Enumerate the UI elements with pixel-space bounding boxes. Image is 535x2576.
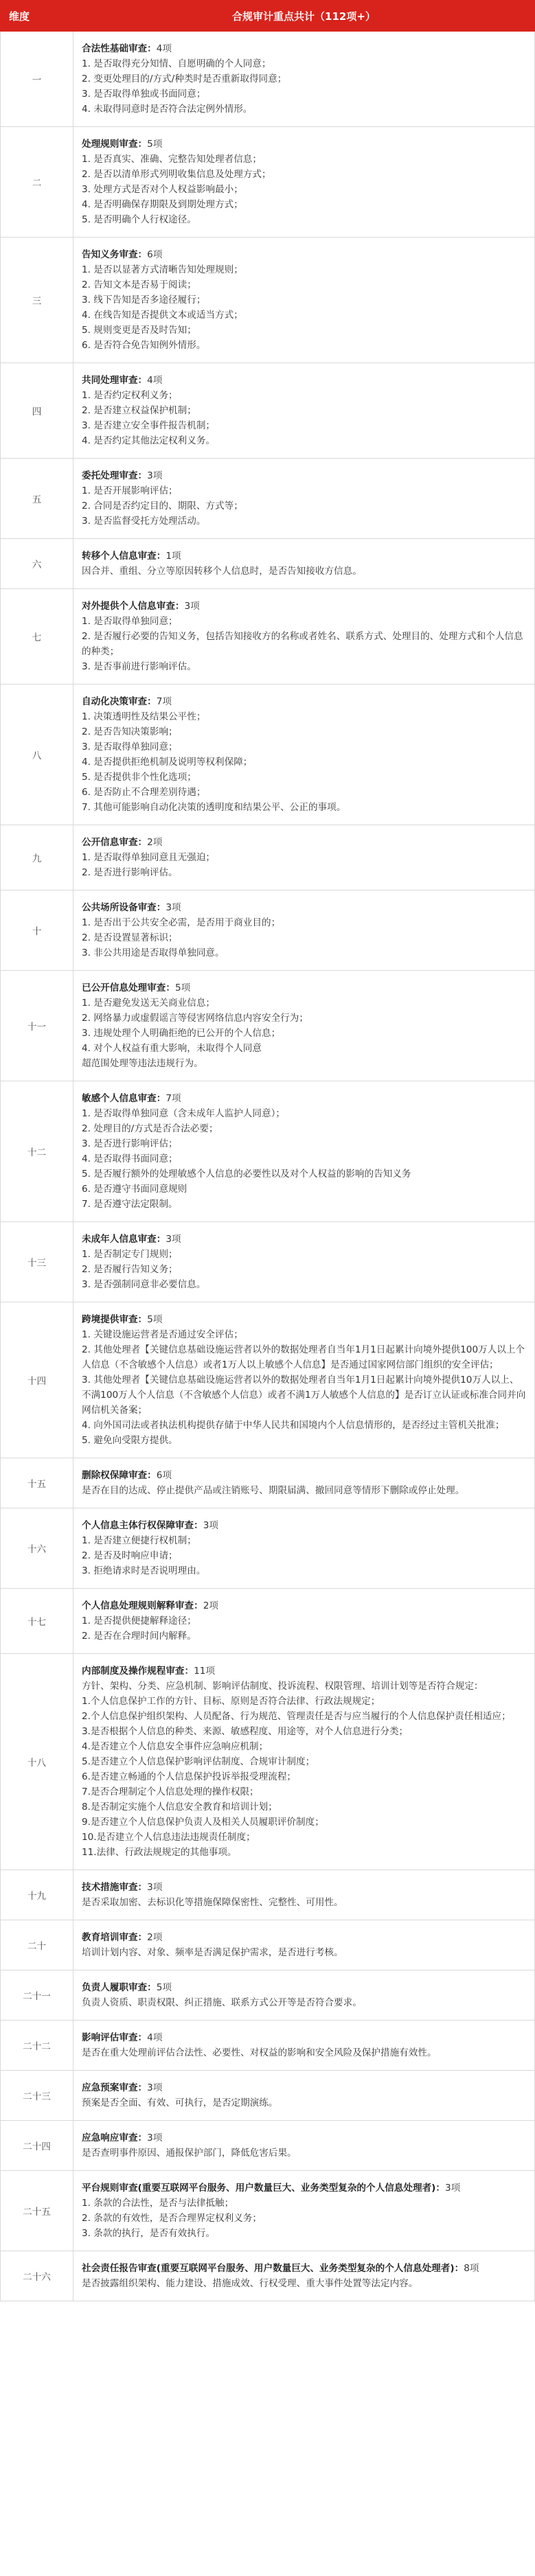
header-audit-focus: 合规审计重点共计（112项+）	[73, 1, 535, 32]
item-line: 2. 是否设置显著标识；	[82, 932, 178, 943]
dimension-cell: 二	[1, 127, 73, 238]
table-row	[1, 1970, 535, 2021]
item-title: 跨境提供审查：	[82, 1314, 148, 1325]
item-title: 个人信息处理规则解释审查：	[82, 1600, 203, 1611]
dimension-cell: 二十	[1, 1920, 73, 1970]
item-line: 2. 是否建立权益保护机制；	[82, 405, 196, 416]
table-row	[1, 127, 535, 238]
dimension-cell: 十五	[1, 1458, 73, 1508]
dimension-cell: 二十三	[1, 2071, 73, 2121]
item-heading	[82, 900, 526, 915]
item-line: 培训计划内容、对象、频率是否满足保护需求，是否进行考核。	[82, 1947, 343, 1958]
item-count: 8项	[464, 2263, 479, 2274]
item-heading	[82, 41, 526, 56]
item-line: 7. 是否遵守法定限制。	[82, 1199, 178, 1210]
item-heading	[82, 137, 526, 152]
item-heading	[82, 2181, 526, 2196]
item-heading	[82, 247, 526, 262]
item-count: 6项	[147, 249, 163, 260]
item-title: 删除权保障审查：	[82, 1470, 157, 1481]
item-heading	[82, 599, 526, 614]
dimension-cell: 十六	[1, 1508, 73, 1589]
item-line: 1. 是否约定权利义务；	[82, 390, 178, 401]
item-heading	[82, 1880, 526, 1895]
content-cell	[73, 1302, 535, 1458]
item-title: 负责人履职审查：	[82, 1982, 157, 1993]
item-line: 3. 非公共用途是否取得单独同意。	[82, 947, 225, 958]
item-heading	[82, 980, 526, 996]
content-cell	[73, 1222, 535, 1302]
content-cell	[73, 1081, 535, 1222]
item-line: 3. 条款的执行，是否有效执行。	[82, 2228, 216, 2239]
item-heading	[82, 835, 526, 850]
item-title: 平台规则审查(重要互联网平台服务、用户数量巨大、业务类型复杂的个人信息处理者)：	[82, 2183, 445, 2194]
item-line: 1. 是否出于公共安全必需，是否用于商业目的；	[82, 917, 281, 928]
item-line: 3. 拒绝请求时是否说明理由。	[82, 1565, 206, 1576]
item-line: 2. 合同是否约定目的、期限、方式等；	[82, 501, 243, 511]
item-line: 2. 是否进行影响评估。	[82, 867, 178, 878]
table-row	[1, 685, 535, 825]
item-heading	[82, 468, 526, 483]
item-count: 1项	[166, 551, 181, 562]
table-row	[1, 2121, 535, 2171]
item-line: 是否在重大处理前评估合法性、必要性、对权益的影响和安全风险及保护措施有效性。	[82, 2047, 437, 2058]
table-row	[1, 238, 535, 363]
item-line: 4.是否建立个人信息安全事件应急响应机制；	[82, 1741, 269, 1752]
item-line: 1. 是否取得单独同意且无强迫；	[82, 852, 216, 863]
content-cell	[73, 238, 535, 363]
item-line: 1. 条款的合法性，是否与法律抵触；	[82, 2198, 234, 2209]
item-heading	[82, 1930, 526, 1945]
dimension-cell: 二十五	[1, 2171, 73, 2251]
item-line: 6. 是否遵守书面同意规则	[82, 1184, 187, 1195]
item-title: 公开信息审查：	[82, 837, 148, 848]
item-line: 3. 是否进行影响评估；	[82, 1138, 178, 1149]
item-count: 11项	[194, 1666, 216, 1677]
item-heading	[82, 1312, 526, 1327]
item-line: 2. 是否及时响应申请；	[82, 1550, 178, 1561]
item-line: 2. 是否以清单形式列明收集信息及处理方式；	[82, 169, 271, 180]
content-cell	[73, 1508, 535, 1589]
item-line: 3. 线下告知是否多途径履行；	[82, 295, 206, 306]
item-title: 公共场所设备审查：	[82, 902, 166, 913]
item-line: 2. 条款的有效性，是否合理界定权利义务；	[82, 2213, 262, 2224]
item-line: 3. 是否取得单独或书面同意；	[82, 89, 206, 100]
table-row	[1, 1920, 535, 1970]
item-line: 5. 是否履行额外的处理敏感个人信息的必要性以及对个人权益的影响的告知义务	[82, 1169, 411, 1180]
table-row	[1, 1870, 535, 1920]
item-heading	[82, 1468, 526, 1483]
item-title: 影响评估审查：	[82, 2032, 148, 2043]
table-row	[1, 890, 535, 971]
dimension-cell: 八	[1, 685, 73, 825]
item-title: 敏感个人信息审查：	[82, 1093, 166, 1104]
content-cell	[73, 539, 535, 589]
item-title: 已公开信息处理审查：	[82, 982, 175, 993]
item-heading	[82, 549, 526, 564]
item-line: 1. 是否建立便捷行权机制；	[82, 1535, 196, 1546]
table-row	[1, 539, 535, 589]
table-header-row	[1, 1, 535, 32]
content-cell	[73, 1920, 535, 1970]
item-line: 2. 变更处理目的/方式/种类时是否重新取得同意；	[82, 73, 287, 84]
item-line: 2. 其他处理者【关键信息基础设施运营者以外的数据处理者自当年1月1日起累计向境外提供100万人以上个人信息（不含敏感个人信息）或者1万人以上敏感个人信息】是否通过国家网信部门组织的安全评估；	[82, 1344, 525, 1370]
item-line: 1. 决策透明性及结果公平性；	[82, 711, 206, 722]
dimension-cell: 十九	[1, 1870, 73, 1920]
item-line: 5. 是否明确个人行权途径。	[82, 214, 196, 225]
content-cell	[73, 32, 535, 127]
item-line: 4. 是否取得书面同意；	[82, 1153, 178, 1164]
item-line: 3. 处理方式是否对个人权益影响最小；	[82, 184, 243, 195]
item-count: 7项	[156, 696, 172, 707]
item-line: 方针、架构、分类、应急机制、影响评估制度、投诉流程、权限管理、培训计划等是否符合规定：	[82, 1681, 483, 1692]
content-cell	[73, 890, 535, 971]
item-count: 3项	[147, 470, 163, 481]
item-count: 3项	[445, 2183, 461, 2194]
item-line: 是否披露组织架构、能力建设、措施成效、行权受理、重大事件处置等法定内容。	[82, 2278, 418, 2289]
item-line: 2. 处理目的/方式是否合法必要；	[82, 1123, 218, 1134]
dimension-cell: 二十六	[1, 2251, 73, 2301]
item-heading	[82, 694, 526, 709]
table-row	[1, 2071, 535, 2121]
table-row	[1, 363, 535, 459]
dimension-cell: 三	[1, 238, 73, 363]
item-line: 1. 是否开展影响评估；	[82, 485, 178, 496]
item-line: 3. 是否强制同意非必要信息。	[82, 1279, 206, 1290]
content-cell	[73, 2021, 535, 2071]
item-title: 共同处理审查：	[82, 375, 148, 386]
dimension-cell: 一	[1, 32, 73, 127]
item-title: 未成年人信息审查：	[82, 1234, 166, 1245]
item-line: 3. 其他处理者【关键信息基础设施运营者以外的数据处理者自当年1月1日起累计向境外提供10万人以上、不满100万人个人信息（不含敏感个人信息）或者不满1万人敏感个人信息的】是否订立认证或标准合同并向网信机关备案；	[82, 1375, 526, 1416]
item-line: 是否在目的达成、停止提供产品或注销账号、期限届满、撤回同意等情形下删除或停止处理。	[82, 1485, 465, 1496]
item-title: 教育培训审查：	[82, 1932, 148, 1943]
content-cell	[73, 459, 535, 539]
content-cell	[73, 1870, 535, 1920]
item-line: 8.是否制定实施个人信息安全教育和培训计划；	[82, 1802, 277, 1813]
item-count: 5项	[147, 1314, 163, 1325]
item-line: 3. 是否建立安全事件报告机制；	[82, 420, 216, 431]
item-line: 2. 网络暴力或虚假谣言等侵害网络信息内容安全行为；	[82, 1013, 308, 1024]
item-line: 1. 是否避免发送无关商业信息；	[82, 998, 216, 1009]
item-count: 2项	[203, 1600, 218, 1611]
item-title: 处理规则审查：	[82, 139, 148, 150]
item-count: 4项	[147, 375, 163, 386]
item-line: 4. 未取得同意时是否符合法定例外情形。	[82, 104, 253, 115]
table-row	[1, 2021, 535, 2071]
item-count: 3项	[184, 601, 200, 612]
item-line: 3. 是否事前进行影响评估。	[82, 661, 196, 672]
item-count: 5项	[147, 139, 163, 150]
item-count: 3项	[147, 2082, 163, 2093]
dimension-cell: 六	[1, 539, 73, 589]
item-count: 5项	[156, 1982, 172, 1993]
table-row	[1, 2251, 535, 2301]
item-count: 4项	[147, 2032, 163, 2043]
item-line: 1. 是否取得单独同意；	[82, 616, 178, 627]
item-line: 1. 关键设施运营者是否通过安全评估；	[82, 1329, 243, 1340]
item-line: 1. 是否取得单独同意（含未成年人监护人同意）；	[82, 1108, 285, 1119]
item-heading	[82, 2261, 526, 2276]
table-row	[1, 32, 535, 127]
item-line: 7.是否合理制定个人信息处理的操作权限；	[82, 1786, 259, 1797]
item-title: 应急响应审查：	[82, 2132, 148, 2143]
table-row	[1, 825, 535, 890]
dimension-cell: 十七	[1, 1589, 73, 1654]
item-title: 对外提供个人信息审查：	[82, 601, 185, 612]
item-title: 技术措施审查：	[82, 1882, 148, 1893]
content-cell	[73, 971, 535, 1081]
table-row	[1, 1302, 535, 1458]
item-heading	[82, 1664, 526, 1679]
item-title: 个人信息主体行权保障审查：	[82, 1520, 203, 1531]
dimension-cell: 七	[1, 589, 73, 685]
item-line: 2. 是否告知决策影响；	[82, 726, 178, 737]
item-line: 1. 是否制定专门规则；	[82, 1249, 178, 1260]
item-heading	[82, 2080, 526, 2095]
item-line: 3. 是否取得单独同意；	[82, 741, 178, 752]
content-cell	[73, 589, 535, 685]
content-cell	[73, 685, 535, 825]
item-count: 3项	[203, 1520, 218, 1531]
dimension-cell: 十	[1, 890, 73, 971]
item-count: 3项	[147, 2132, 163, 2143]
item-count: 3项	[147, 1882, 163, 1893]
item-line: 是否查明事件原因、通报保护部门，降低危害后果。	[82, 2148, 297, 2159]
item-heading	[82, 1518, 526, 1533]
item-line: 3. 是否监督受托方处理活动。	[82, 516, 206, 527]
item-line: 2. 是否在合理时间内解释。	[82, 1631, 196, 1642]
item-line: 是否采取加密、去标识化等措施保障保密性、完整性、可用性。	[82, 1897, 343, 1908]
content-cell	[73, 1458, 535, 1508]
item-line: 2. 是否履行必要的告知义务，包括告知接收方的名称或者姓名、联系方式、处理目的、处理方式和个人信息的种类；	[82, 631, 523, 657]
item-line: 1. 是否真实、准确、完整告知处理者信息；	[82, 154, 262, 165]
item-line: 6. 是否防止不合理差别待遇；	[82, 787, 206, 798]
item-heading	[82, 1232, 526, 1247]
table-row	[1, 971, 535, 1081]
item-line: 1.个人信息保护工作的方针、目标、原则是否符合法律、行政法规规定；	[82, 1696, 380, 1707]
item-count: 3项	[166, 1234, 181, 1245]
item-line: 预案是否全面、有效、可执行，是否定期演练。	[82, 2097, 278, 2108]
item-count: 2项	[147, 1932, 163, 1943]
content-cell	[73, 1654, 535, 1870]
table-row	[1, 459, 535, 539]
header-dimension: 维度	[1, 1, 73, 32]
item-line: 4. 向外国司法或者执法机构提供存储于中华人民共和国境内个人信息情形的，是否经过主管机关批准；	[82, 1420, 505, 1431]
item-count: 7项	[166, 1093, 181, 1104]
item-line: 1. 是否以显著方式清晰告知处理规则；	[82, 264, 243, 275]
item-line: 6. 是否符合免告知例外情形。	[82, 340, 206, 351]
dimension-cell: 二十四	[1, 2121, 73, 2171]
item-line: 因合并、重组、分立等原因转移个人信息时，是否告知接收方信息。	[82, 566, 362, 577]
item-count: 5项	[174, 982, 191, 993]
item-heading	[82, 2030, 526, 2045]
item-line: 2. 告知文本是否易于阅读；	[82, 279, 196, 290]
item-line: 负责人资质、职责权限、纠正措施、联系方式公开等是否符合要求。	[82, 1997, 362, 2008]
item-title: 合法性基础审查：	[82, 43, 157, 54]
item-line: 11.法律、行政法规规定的其他事项。	[82, 1847, 237, 1858]
table-body	[1, 32, 535, 2301]
dimension-cell: 十四	[1, 1302, 73, 1458]
dimension-cell: 五	[1, 459, 73, 539]
content-cell	[73, 127, 535, 238]
table-row	[1, 1654, 535, 1870]
item-line: 5. 是否提供非个性化选项；	[82, 772, 196, 783]
content-cell	[73, 825, 535, 890]
item-line: 5. 规则变更是否及时告知；	[82, 325, 196, 336]
content-cell	[73, 2121, 535, 2171]
dimension-cell: 二十一	[1, 1970, 73, 2021]
item-line: 10.是否建立个人信息违法违规责任制度；	[82, 1832, 255, 1843]
item-title: 内部制度及操作规程审查：	[82, 1666, 194, 1677]
dimension-cell: 十二	[1, 1081, 73, 1222]
content-cell	[73, 363, 535, 459]
content-cell	[73, 2171, 535, 2251]
item-count: 4项	[156, 43, 172, 54]
table-row	[1, 589, 535, 685]
item-title: 自动化决策审查：	[82, 696, 157, 707]
item-heading	[82, 373, 526, 388]
item-line: 3.是否根据个人信息的种类、来源、敏感程度、用途等，对个人信息进行分类；	[82, 1726, 409, 1737]
item-line: 6.是否建立畅通的个人信息保护投诉举报受理流程；	[82, 1771, 297, 1782]
item-line: 4. 是否提供拒绝机制及说明等权利保障；	[82, 757, 253, 768]
dimension-cell: 十八	[1, 1654, 73, 1870]
dimension-cell: 四	[1, 363, 73, 459]
item-count: 2项	[147, 837, 163, 848]
item-line: 3. 违规处理个人明确拒绝的已公开的个人信息；	[82, 1028, 281, 1039]
item-line: 4. 在线告知是否提供文本或适当方式；	[82, 310, 243, 321]
item-heading	[82, 1091, 526, 1106]
item-line: 4. 是否约定其他法定权利义务。	[82, 435, 216, 446]
item-line: 2.个人信息保护组织架构、人员配备、行为规范、管理责任是否与应当履行的个人信息保护责任相适应；	[82, 1711, 511, 1722]
item-count: 3项	[166, 902, 181, 913]
table-row	[1, 2171, 535, 2251]
item-title: 告知义务审查：	[82, 249, 148, 260]
dimension-cell: 十三	[1, 1222, 73, 1302]
table-row	[1, 1222, 535, 1302]
content-cell	[73, 1970, 535, 2021]
table-row	[1, 1508, 535, 1589]
dimension-cell: 九	[1, 825, 73, 890]
item-title: 转移个人信息审查：	[82, 551, 166, 562]
dimension-cell: 二十二	[1, 2021, 73, 2071]
dimension-cell: 十一	[1, 971, 73, 1081]
item-line: 7. 其他可能影响自动化决策的透明度和结果公平、公正的事项。	[82, 802, 346, 813]
item-heading	[82, 1598, 526, 1613]
item-title: 社会责任报告审查(重要互联网平台服务、用户数量巨大、业务类型复杂的个人信息处理者)：	[82, 2263, 464, 2274]
item-line: 5. 避免向受限方提供。	[82, 1435, 178, 1446]
item-line: 1. 是否取得充分知情、自愿明确的个人同意；	[82, 58, 271, 69]
item-line: 2. 是否履行告知义务；	[82, 1264, 178, 1275]
item-title: 应急预案审查：	[82, 2082, 148, 2093]
table-row	[1, 1589, 535, 1654]
item-count: 6项	[156, 1470, 172, 1481]
content-cell	[73, 1589, 535, 1654]
item-line: 1. 是否提供便捷解释途径；	[82, 1615, 196, 1626]
item-line: 4. 是否明确保存期限及到期处理方式；	[82, 199, 243, 210]
item-line: 超范围处理等违法违规行为。	[82, 1058, 203, 1069]
item-line: 5.是否建立个人信息保护影响评估制度、合规审计制度；	[82, 1756, 315, 1767]
content-cell	[73, 2251, 535, 2301]
item-line: 4. 对个人权益有重大影响，未取得个人同意	[82, 1043, 262, 1054]
content-cell	[73, 2071, 535, 2121]
table-row	[1, 1458, 535, 1508]
item-heading	[82, 2130, 526, 2146]
table-row	[1, 1081, 535, 1222]
item-title: 委托处理审查：	[82, 470, 148, 481]
item-heading	[82, 1980, 526, 1995]
item-line: 9.是否建立个人信息保护负责人及相关人员履职评价制度；	[82, 1817, 324, 1828]
